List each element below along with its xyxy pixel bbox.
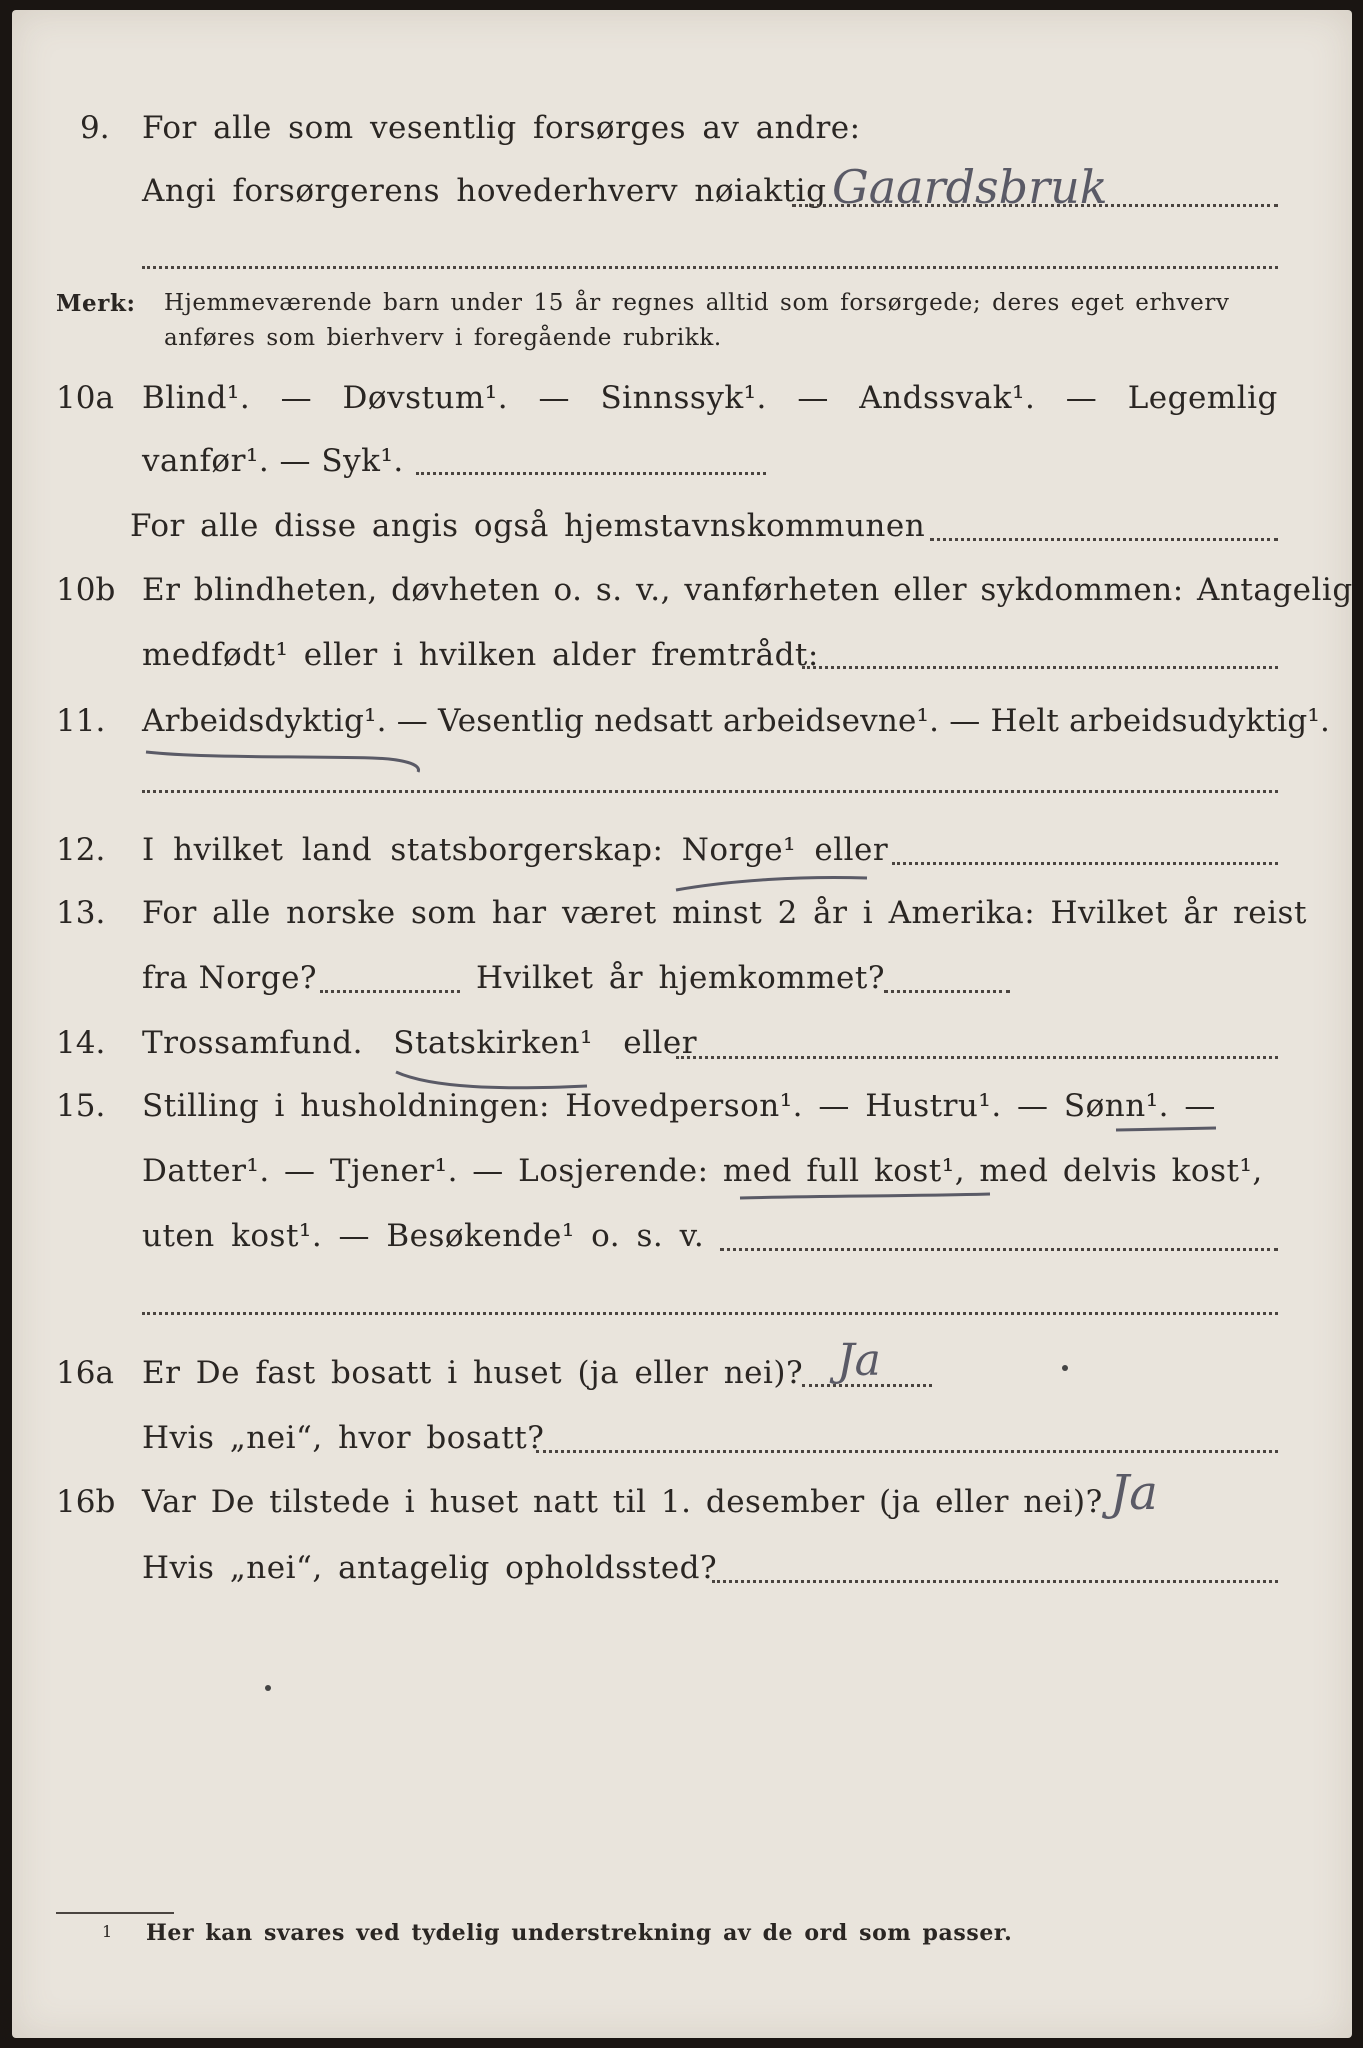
merk-line1: Hjemmeværende barn under 15 år regnes alltid som forsørgede; deres eget erhverv [164,290,1230,316]
q12-number: 12. [56,832,106,868]
q10b-line2: medfødt¹ eller i hvilken alder fremtrådt: [142,637,819,673]
q10b-answer-line[interactable] [802,666,1278,669]
option-andssvak[interactable]: Andssvak¹. [859,380,1036,416]
dash: — [1065,380,1098,416]
footnote-text: Her kan svares ved tydelig understrekning av de ord som passer. [146,1920,1013,1946]
q15-line3: uten kost¹. — Besøkende¹ o. s. v. [142,1218,705,1254]
q13-line1: For alle norske som har været minst 2 år i Amerika: Hvilket år reist [142,895,1307,931]
q10a-line1 [142,380,1278,416]
q16a-number: 16a [56,1355,114,1391]
q16a-line1: Er De fast bosatt i huset (ja eller nei)? [142,1355,804,1391]
q10b-number: 10b [56,572,116,608]
q13-number: 13. [56,895,106,931]
q13-reist-line[interactable] [320,990,460,993]
ink-speck [1062,1365,1068,1371]
q9-number: 9. [80,110,110,146]
merk-line2: anføres som bierhverv i foregående rubrikk. [164,325,722,351]
option-sinnssyk[interactable]: Sinnssyk¹. [600,380,767,416]
q12-answer-line[interactable] [892,862,1278,865]
q14-line1: Trossamfund. Statskirken¹ eller [142,1025,698,1061]
dash: — [538,380,571,416]
q9-line1: For alle som vesentlig forsørges av andre: [142,110,861,146]
option-blind[interactable]: Blind¹. [142,380,251,416]
option-dovstum[interactable]: Døvstum¹. [342,380,509,416]
dash: — [797,380,829,416]
merk-label: Merk: [56,290,136,317]
q15-line2: Datter¹. — Tjener¹. — Losjerende: med full kost¹, med delvis kost¹, [142,1153,1263,1189]
q9-continuation-line[interactable] [142,266,1278,269]
q10a-line2: vanfør¹. — Syk¹. [142,443,404,479]
q15-sonn-underline [1112,1120,1222,1140]
q15-answer-line[interactable] [720,1248,1278,1251]
q10b-line1: Er blindheten, døvheten o. s. v., vanførheten eller sykdommen: Antagelig [142,572,1353,608]
q10a-line3: For alle disse angis også hjemstavnskommunen [130,508,926,544]
q11-handwritten-underline [142,742,432,782]
q9-handwritten-answer: Gaardsbruk [832,160,1108,214]
q16a-line2: Hvis „nei“, hvor bosatt? [142,1420,545,1456]
q14-answer-line[interactable] [676,1056,1278,1059]
q16b-line2: Hvis „nei“, antagelig opholdssted? [142,1550,718,1586]
q14-number: 14. [56,1025,106,1061]
q9-line2: Angi forsørgerens hovederhverv nøiaktig [142,173,827,209]
q10a-syk-line[interactable] [416,472,766,475]
census-form-page [12,10,1352,2038]
q16a-handwritten-answer: Ja [837,1335,881,1386]
q13-line2b: Hvilket år hjemkommet? [476,960,885,996]
option-legemlig[interactable]: Legemlig [1127,380,1278,416]
q16b-line1: Var De tilstede i huset natt til 1. desember (ja eller nei)? [142,1484,1103,1520]
footnote-rule [56,1912,174,1914]
ink-speck [265,1685,271,1691]
q15-kost-underline [736,1188,996,1208]
q15-line1: Stilling i husholdningen: Hovedperson¹. — Hustru¹. — Sønn¹. — [142,1088,1216,1124]
q11-number: 11. [56,703,106,739]
q16a-bosatt-line[interactable] [536,1450,1278,1453]
q13-line2a: fra Norge? [142,960,318,996]
q15-continuation-line[interactable] [142,1312,1278,1315]
q16b-opholdssted-line[interactable] [712,1580,1278,1583]
footnote-mark: 1 [102,1922,113,1941]
q16b-handwritten-answer: Ja [1110,1465,1158,1521]
q10a-hjemstavn-line[interactable] [930,538,1278,541]
q16b-number: 16b [56,1484,116,1520]
q11-continuation-line[interactable] [142,790,1278,793]
q10a-number: 10a [56,380,114,416]
dash: — [280,380,313,416]
q15-number: 15. [56,1088,106,1124]
q12-line1: I hvilket land statsborgerskap: Norge¹ eller [142,832,889,868]
q13-hjemkommet-line[interactable] [884,990,1010,993]
q11-line1: Arbeidsdyktig¹. — Vesentlig nedsatt arbeidsevne¹. — Helt arbeidsudyktig¹. [142,703,1331,739]
